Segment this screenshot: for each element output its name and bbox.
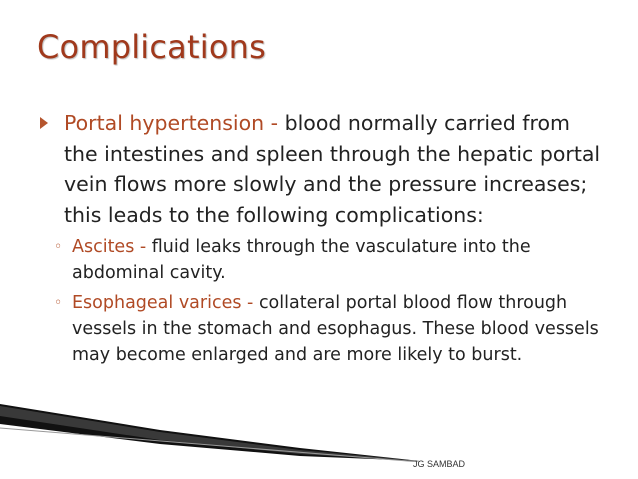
main-bullet-text: blood normally carried from the intestines and spleen through the hepatic portal vein flows more slowly and the pressure increases; this leads to the following complications:: [64, 111, 601, 227]
hollow-circle-icon: ◦: [54, 295, 63, 311]
footer-author: JG SAMBAD: [413, 459, 466, 469]
slide-title: Complications: [37, 28, 266, 66]
sub-bullet-ascites: [54, 234, 610, 286]
sub-bullet-separator: -: [241, 293, 259, 313]
main-bullet: [40, 108, 610, 230]
decorative-swoosh: [0, 404, 420, 462]
triangle-right-icon: [40, 117, 48, 129]
sub-bullet-separator: -: [134, 237, 152, 257]
sub-bullet-list: [40, 234, 610, 368]
sub-bullet-text: fluid leaks through the vasculature into the abdominal cavity.: [72, 237, 531, 283]
sub-bullet-esophageal-varices: [54, 290, 610, 368]
main-bullet-term: Portal hypertension: [64, 111, 265, 135]
swoosh-dark-shape: [0, 404, 420, 461]
swoosh-line: [0, 428, 420, 462]
sub-bullet-term: Esophageal varices: [72, 293, 242, 313]
sub-bullet-term: Ascites: [72, 237, 135, 257]
hollow-circle-icon: ◦: [54, 239, 63, 255]
slide-content: [40, 108, 610, 372]
main-bullet-separator: -: [264, 111, 285, 135]
sub-bullet-text: collateral portal blood flow through vessels in the stomach and esophagus. These blood vessels may become enlarged and are more likely to burst.: [72, 293, 599, 365]
